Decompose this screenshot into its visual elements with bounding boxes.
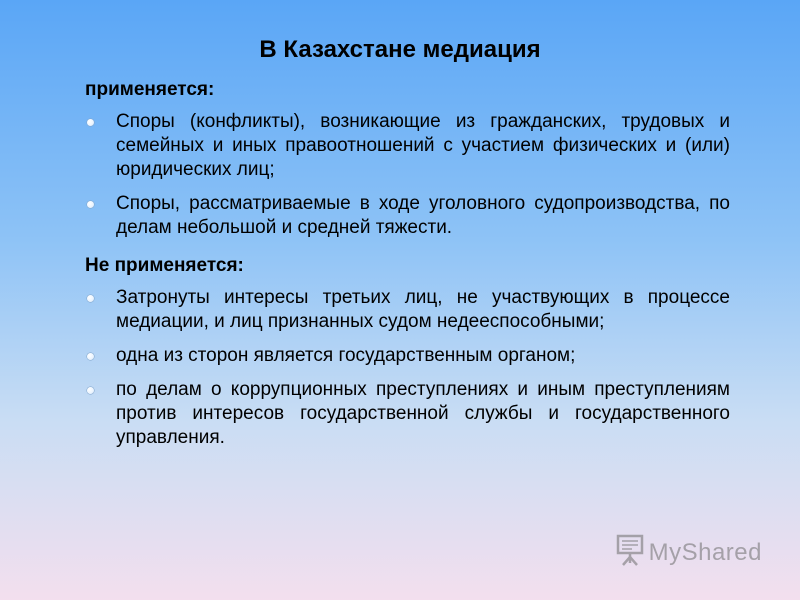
- slide-content: [85, 78, 730, 460]
- applies-item: [85, 110, 730, 182]
- watermark-text: MyShared: [648, 538, 762, 566]
- not-applies-item: [85, 344, 730, 368]
- bullet-icon: [87, 119, 94, 126]
- not-applies-item-text: одна из сторон является государственным органом;: [116, 345, 576, 366]
- bullet-icon: [87, 353, 94, 360]
- applies-item-text: Споры, рассматриваемые в ходе уголовного судопроизводства, по делам небольшой и средней тяжести.: [116, 193, 730, 238]
- applies-heading: применяется:: [85, 79, 215, 100]
- applies-item: [85, 192, 730, 240]
- not-applies-heading: Не применяется:: [85, 255, 244, 276]
- applies-item-text: Споры (конфликты), возникающие из гражданских, трудовых и семейных и иных правоотношений с участием физических и (или) юридических лиц;: [116, 111, 730, 180]
- not-applies-item: [85, 378, 730, 450]
- applies-list: [85, 110, 730, 240]
- slide-title: В Казахстане медиация: [259, 36, 541, 63]
- not-applies-item-text: по делам о коррупционных преступлениях и иным преступлениям против интересов государственной службы и государственного управления.: [116, 379, 730, 448]
- bullet-icon: [87, 295, 94, 302]
- presentation-board-icon: [615, 533, 645, 572]
- bullet-icon: [87, 387, 94, 394]
- not-applies-item: [85, 286, 730, 334]
- bullet-icon: [87, 201, 94, 208]
- not-applies-list: [85, 286, 730, 450]
- not-applies-item-text: Затронуты интересы третьих лиц, не участвующих в процессе медиации, и лиц признанных судом недееспособными;: [116, 287, 730, 332]
- watermark: [615, 533, 762, 572]
